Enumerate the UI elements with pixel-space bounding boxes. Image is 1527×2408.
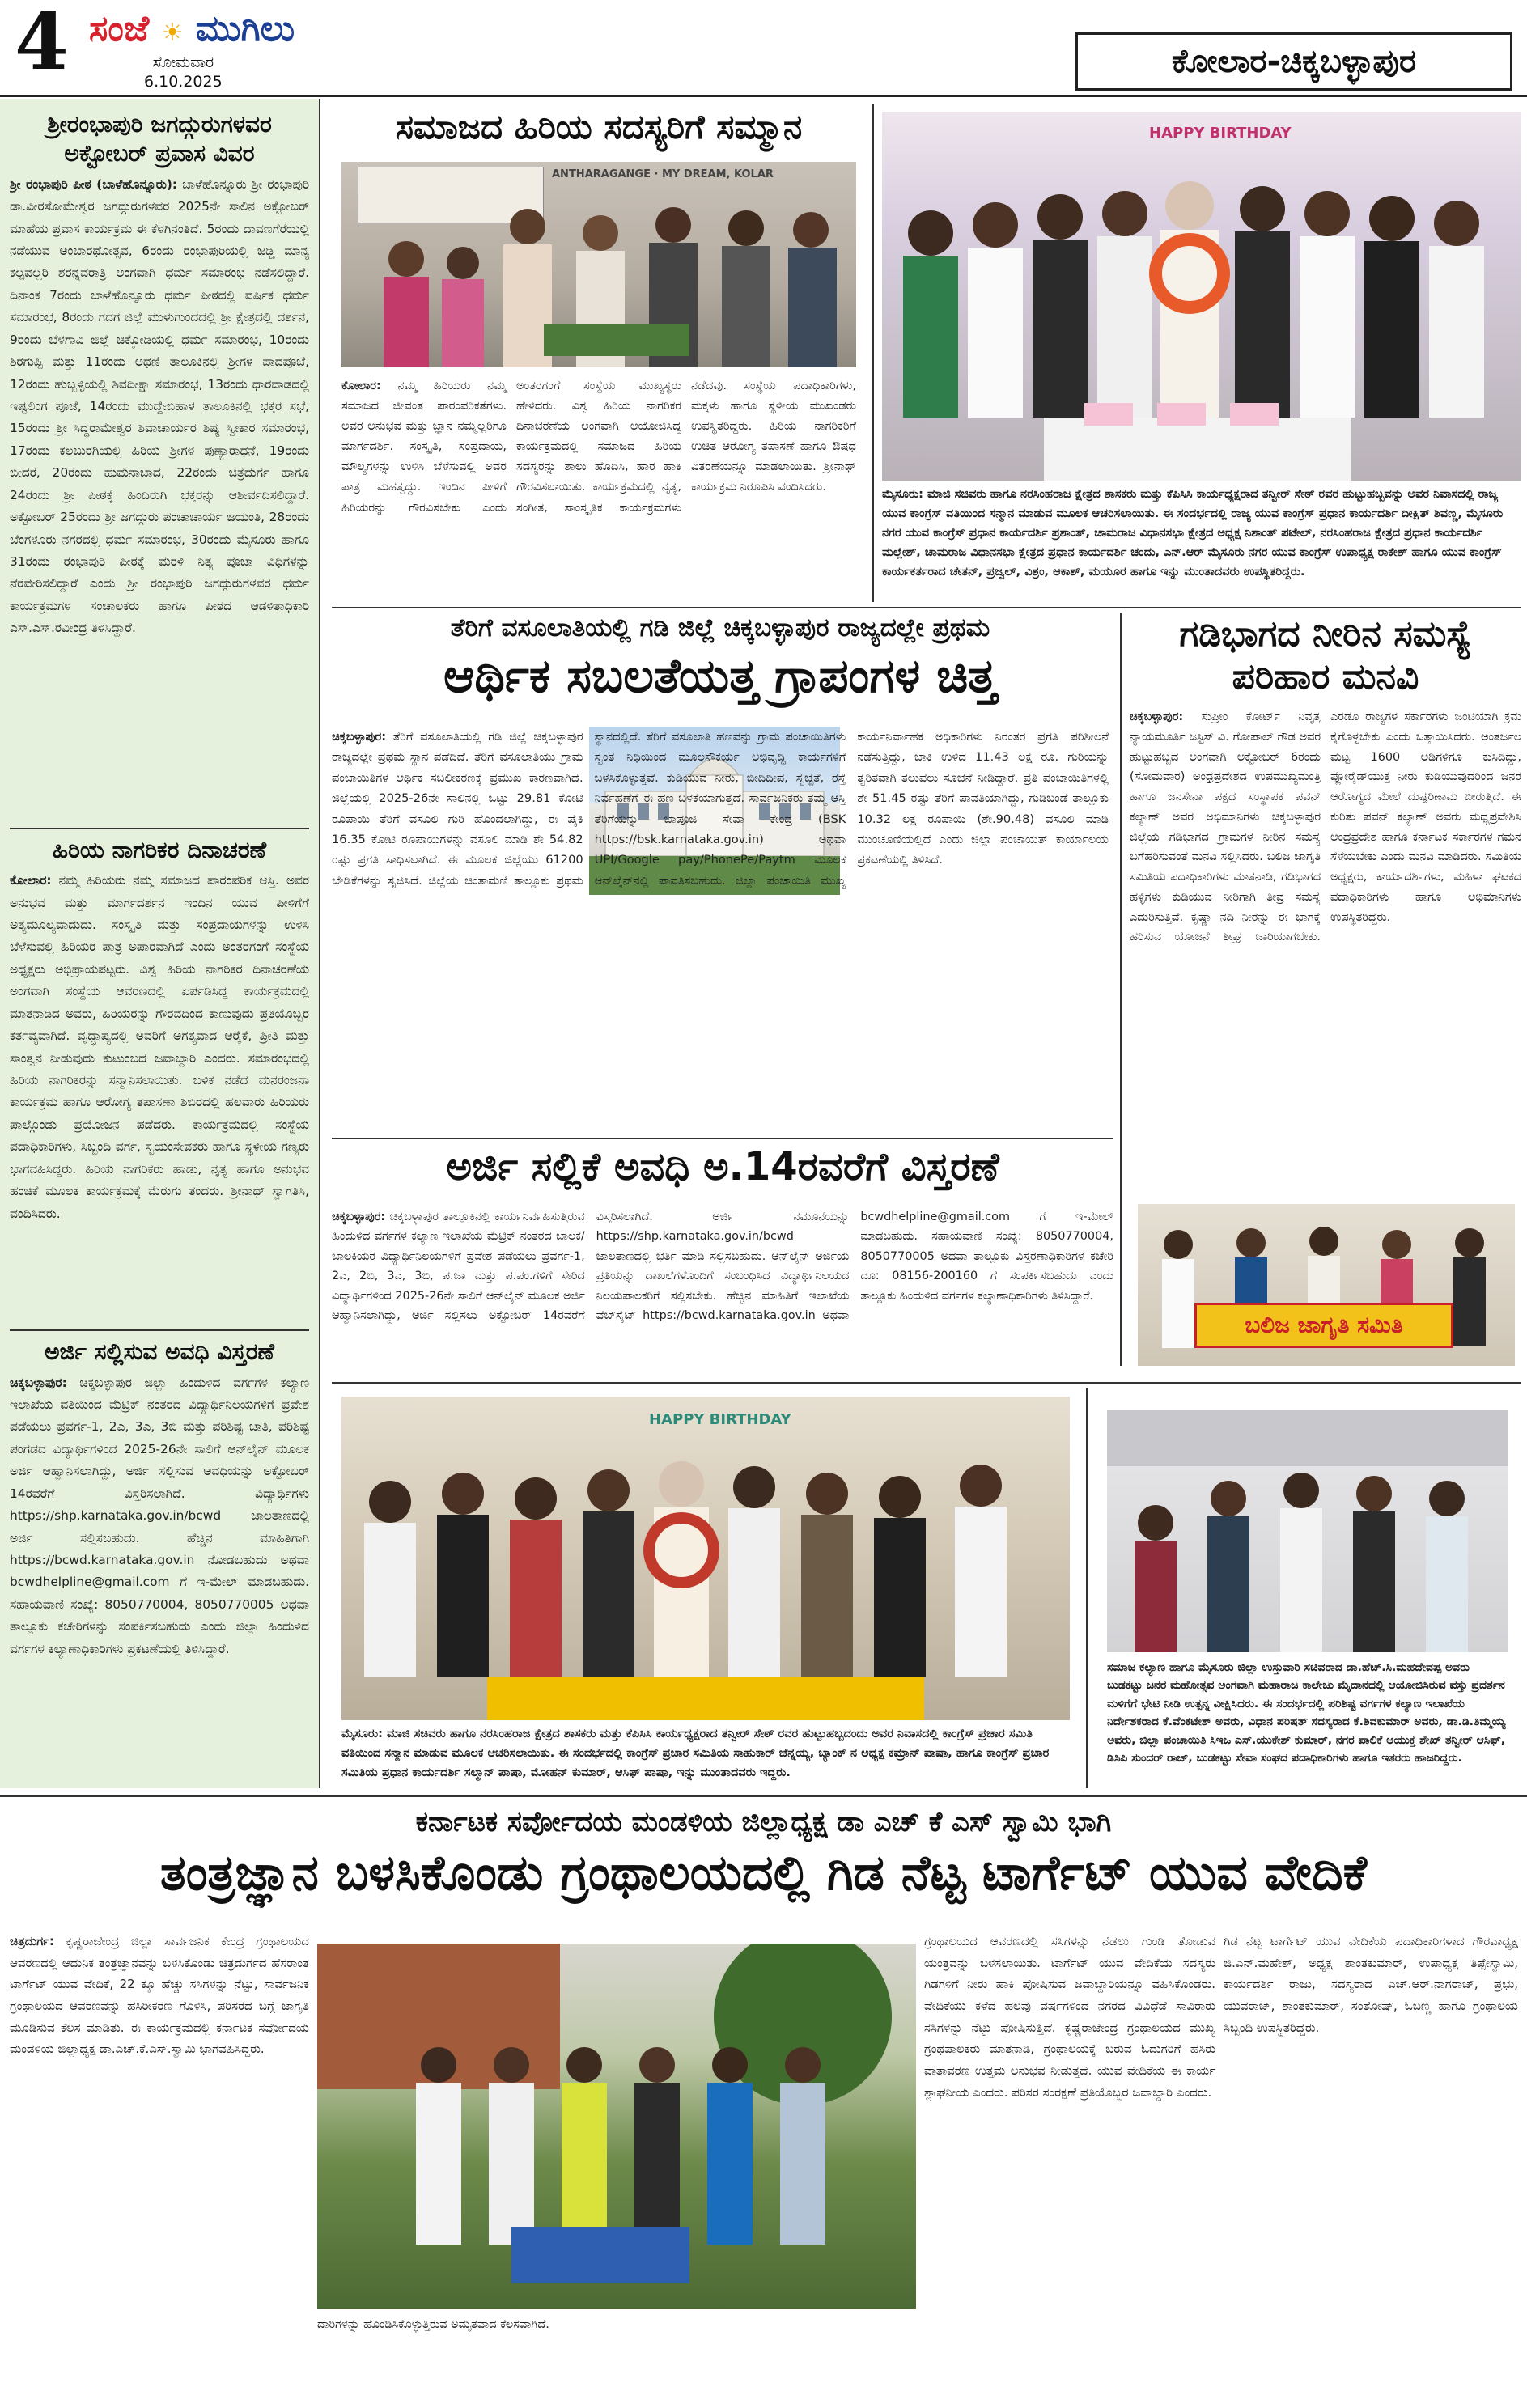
kicker: ತೆರಿಗೆ ವಸೂಲಾತಿಯಲ್ಲಿ ಗಡಿ ಜಿಲ್ಲೆ ಚಿಕ್ಕಬಳ್ಳಾಪುರ ರಾಜ್ಯದಲ್ಲೇ ಪ್ರಥಮ xyxy=(450,613,990,642)
photo-caption: ಮೈಸೂರು: ಮಾಜಿ ಸಚಿವರು ಹಾಗೂ ನರಸಿಂಹರಾಜ ಕ್ಷೇತ್ರದ ಶಾಸಕರು ಮತ್ತು ಕೆಪಿಸಿಸಿ ಕಾರ್ಯಧ್ಯಕ್ಷರಾದ ತನ್ವೀರ್ ಸೇಠ್ ರವರ ಹುಟ್ಟುಹಬ್ಬವನ್ನು ಅವರ ನಿವಾಸದಲ್ಲಿ ರಾಜ್ಯ ಯುವ ಕಾಂಗ್ರೆಸ್ ವತಿಯಿಂದ ಸನ್ಮಾನ ಮಾಡುವ ಮೂಲಕ ಆಚರಿಸಲಾಯಿತು. ಈ ಸಂದರ್ಭದಲ್ಲಿ ರಾಜ್ಯ ಯುವ ಕಾಂಗ್ರೆಸ್ ಪ್ರಧಾನ ಕಾರ್ಯದರ್ಶಿ ದೀಕ್ಷಿತ್ ಶಿವಣ್ಣ, ಮೈಸೂರು ನಗರ ಯುವ ಕಾಂಗ್ರೆಸ್ ಪ್ರಧಾನ ಕಾರ್ಯದರ್ಶಿ ಪ್ರಶಾಂತ್, ಚಾಮರಾಜ ವಿಧಾನಸಭಾ ಕ್ಷೇತ್ರದ ಅಧ್ಯಕ್ಷ ನಿಶಾಂತ್ ಪಟೇಲ್, ನರಸಿಂಹರಾಜ ಕ್ಷೇತ್ರದ ಪ್ರಧಾನ ಕಾರ್ಯದರ್ಶಿ ಮಲ್ಲೇಶ್, ಚಾಮರಾಜ ವಿಧಾನಸಭಾ ಕ್ಷೇತ್ರದ ಪ್ರಧಾನ ಕಾರ್ಯದರ್ಶಿ ಚಂದು, ಎನ್.ಆರ್ ಮೈಸೂರು ನಗರ ಯುವ ಕಾಂಗ್ರೆಸ್ ಉಪಾಧ್ಯಕ್ಷ ರಾಕೇಶ್ ಹಾಗೂ ಯುವ ಕಾಂಗ್ರೆಸ್ ಕಾರ್ಯಕರ್ತರಾದ ಚೇತನ್, ಪ್ರಜ್ವಲ್, ವಿಶ್ರಂ, ಆಕಾಶ್, ಮಯೂರ ಹಾಗೂ ಇನ್ನು ಮುಂತಾದವರು ಉಪಸ್ಥಿತರಿದ್ದರು. xyxy=(882,488,1504,579)
story-text: ಕೃಷ್ಣರಾಜೇಂದ್ರ ಗ್ರಂಥಾಲಯದ ಮುಖ್ಯ ಗ್ರಂಥಪಾಲಕರು ಮಾತನಾಡಿ, ಗ್ರಂಥಾಲಯಕ್ಕೆ ಬರುವ ಓದುಗರಿಗೆ ಹಸಿರು ವಾತಾವರಣ ಉತ್ತಮ ಅನುಭವ ನೀಡುತ್ತದೆ. ಯುವ ವೇದಿಕೆಯ ಈ ಕಾರ್ಯ ಶ್ಲಾಘನೀಯ ಎಂದರು. ಪರಿಸರ ಸಂರಕ್ಷಣೆ ಪ್ರತಿಯೊಬ್ಬರ ಜವಾಬ್ದಾರಿ ಎಂದರು. xyxy=(924,2020,1215,2100)
story-body xyxy=(1224,1931,1518,2408)
paper-logo xyxy=(89,8,295,49)
birthday-bottom-story xyxy=(332,1388,1080,1788)
section-rule xyxy=(332,1138,1113,1139)
dateline: ಕೋಲಾರ: xyxy=(341,379,381,392)
divider xyxy=(10,1329,309,1331)
dateline: ಕೋಲಾರ: xyxy=(10,873,52,888)
story-text: ನಮ್ಮ ಹಿರಿಯರು ನಮ್ಮ ಸಮಾಜದ ಜೀವಂತ ಪಾರಂಪರಿಕತೆಗಳು. ಅವರ ಅನುಭವ ಮತ್ತು ಜ್ಞಾನ ನಮ್ಮೆಲ್ಲರಿಗೂ ಮಾರ್ಗದರ್ಶಿ. ಸಂಸ್ಕೃತಿ, ಸಂಪ್ರದಾಯ, ಮೌಲ್ಯಗಳನ್ನು ಉಳಿಸಿ ಬೆಳೆಸುವಲ್ಲಿ ಅವರ ಪಾತ್ರ ಮಹತ್ವದ್ದು. ಇಂದಿನ ಪೀಳಿಗೆ ಹಿರಿಯರನ್ನು ಗೌರವಿಸಬೇಕು ಎಂದು ಅಂತರಗಂಗೆ ಸಂಸ್ಥೆಯ ಮುಖ್ಯಸ್ಥರು ಹೇಳಿದರು. ವಿಶ್ವ ಹಿರಿಯ ನಾಗರಿಕರ ದಿನಾಚರಣೆಯ ಅಂಗವಾಗಿ ಆಯೋಜಿಸಿದ್ದ ಕಾರ್ಯಕ್ರಮದಲ್ಲಿ ಸಮಾಜದ ಹಿರಿಯ ಸದಸ್ಯರನ್ನು ಶಾಲು ಹೊದಿಸಿ, ಹಾರ ಹಾಕಿ ಗೌರವಿಸಲಾಯಿತು. ಕಾರ್ಯಕ್ರಮದಲ್ಲಿ ನೃತ್ಯ, ಸಂಗೀತ, ಸಾಂಸ್ಕೃತಿಕ ಕಾರ್ಯಕ್ರಮಗಳು ನಡೆದವು. ಸಂಸ್ಥೆಯ ಪದಾಧಿಕಾರಿಗಳು, ಮಕ್ಕಳು ಹಾಗೂ ಸ್ಥಳೀಯ ಮುಖಂಡರು ಉಪಸ್ಥಿತರಿದ್ದರು. ಹಿರಿಯ ನಾಗರಿಕರಿಗೆ ಉಚಿತ ಆರೋಗ್ಯ ತಪಾಸಣೆ ಹಾಗೂ ಔಷಧ ವಿತರಣೆಯನ್ನೂ ಮಾಡಲಾಯಿತು. ಶ್ರೀನಾಥ್ ಕಾರ್ಯಕ್ರಮ ನಿರೂಪಿಸಿ ವಂದಿಸಿದರು. xyxy=(341,379,856,515)
paper-name-part1: ಸಂಜೆ xyxy=(89,8,150,49)
section-rule xyxy=(332,1382,1521,1384)
sun-icon: ☀ xyxy=(161,19,184,47)
section-title: ಕೋಲಾರ-ಚಿಕ್ಕಬಳ್ಳಾಪುರ xyxy=(1075,32,1512,91)
story-title: ಹಿರಿಯ ನಾಗರಿಕರ ದಿನಾಚರಣೆ xyxy=(52,836,267,863)
birthday-photo-people xyxy=(882,112,1521,481)
story-body xyxy=(10,870,309,1323)
birthday-top-story xyxy=(882,104,1521,602)
story-text: ನಮ್ಮ ಹಿರಿಯರು ನಮ್ಮ ಸಮಾಜದ ಪಾರಂಪರಿಕ ಆಸ್ತಿ. ಅವರ ಅನುಭವ ಮತ್ತು ಮಾರ್ಗದರ್ಶನ ಇಂದಿನ ಯುವ ಪೀಳಿಗೆಗೆ ಅತ್ಯಮೂಲ್ಯವಾದುದು. ಸಂಸ್ಕೃತಿ ಮತ್ತು ಸಂಪ್ರದಾಯಗಳನ್ನು ಉಳಿಸಿ ಬೆಳೆಸುವಲ್ಲಿ ಹಿರಿಯರ ಪಾತ್ರ ಅಪಾರವಾಗಿದೆ ಎಂದು ಅಂತರಗಂಗೆ ಸಂಸ್ಥೆಯ ಅಧ್ಯಕ್ಷರು ಅಭಿಪ್ರಾಯಪಟ್ಟರು. ವಿಶ್ವ ಹಿರಿಯ ನಾಗರಿಕರ ದಿನಾಚರಣೆಯ ಅಂಗವಾಗಿ ಸಂಸ್ಥೆಯ ಆವರಣದಲ್ಲಿ ಏರ್ಪಡಿಸಿದ್ದ ಕಾರ್ಯಕ್ರಮದಲ್ಲಿ ಮಾತನಾಡಿದ ಅವರು, ಹಿರಿಯರನ್ನು ಗೌರವದಿಂದ ಕಾಣುವುದು ಪ್ರತಿಯೊಬ್ಬರ ಕರ್ತವ್ಯವಾಗಿದೆ. ವೃದ್ಧಾಪ್ಯದಲ್ಲಿ ಅವರಿಗೆ ಅಗತ್ಯವಾದ ಆರೈಕೆ, ಪ್ರೀತಿ ಮತ್ತು ಸಾಂತ್ವನ ನೀಡುವುದು ಕುಟುಂಬದ ಜವಾಬ್ದಾರಿ ಎಂದರು. ಸಮಾರಂಭದಲ್ಲಿ ಹಿರಿಯ ನಾಗರಿಕರನ್ನು ಸನ್ಮಾನಿಸಲಾಯಿತು. ಬಳಿಕ ನಡೆದ ಮನರಂಜನಾ ಕಾರ್ಯಕ್ರಮ ಹಾಗೂ ಆರೋಗ್ಯ ತಪಾಸಣಾ ಶಿಬಿರದಲ್ಲಿ ಹಲವಾರು ಹಿರಿಯರು ಪಾಲ್ಗೊಂಡು ಪ್ರಯೋಜನ ಪಡೆದರು. ಕಾರ್ಯಕ್ರಮದಲ್ಲಿ ಸಂಸ್ಥೆಯ ಪದಾಧಿಕಾರಿಗಳು, ಸಿಬ್ಬಂದಿ ವರ್ಗ, ಸ್ವಯಂಸೇವಕರು ಹಾಗೂ ಸ್ಥಳೀಯ ಗಣ್ಯರು ಭಾಗವಹಿಸಿದ್ದರು. ಹಿರಿಯ ನಾಗರಿಕರು ಹಾಡು, ನೃತ್ಯ ಹಾಗೂ ಅನುಭವ ಹಂಚಿಕೆ ಮೂಲಕ ಕಾರ್ಯಕ್ರಮಕ್ಕೆ ಮೆರುಗು ತಂದರು. ಶ್ರೀನಾಥ್ ಸ್ವಾಗತಿಸಿ, ವಂದಿಸಿದರು. xyxy=(10,873,309,1221)
headline: ಆರ್ಥಿಕ ಸಬಲತೆಯತ್ತ ಗ್ರಾಪಂಗಳ ಚಿತ್ತ xyxy=(443,648,997,704)
story-text: ಸುಪ್ರೀಂ ಕೋರ್ಟ್ ನಿವೃತ್ತ ನ್ಯಾಯಮೂರ್ತಿ ಜಸ್ಟಿಸ್ ವಿ. ಗೋಪಾಲ್ ಗೌಡ ಅವರ ಹುಟ್ಟುಹಬ್ಬದ ಅಂಗವಾಗಿ ಅಕ್ಟೋಬರ್ 6ರಂದು (ಸೋಮವಾರ) ಅಂಧ್ರಪ್ರದೇಶದ ಉಪಮುಖ್ಯಮಂತ್ರಿ ಹಾಗೂ ಜನಸೇನಾ ಪಕ್ಷದ ಸಂಸ್ಥಾಪಕ ಪವನ್ ಕಲ್ಯಾಣ್ ಅವರ ಅಭಿಮಾನಿಗಳು ಚಿಕ್ಕಬಳ್ಳಾಪುರ ಜಿಲ್ಲೆಯ ಗಡಿಭಾಗದ ಗ್ರಾಮಗಳ ನೀರಿನ ಸಮಸ್ಯೆ ಬಗೆಹರಿಸುವಂತೆ ಮನವಿ ಸಲ್ಲಿಸಿದರು. ಬಲಿಜ ಜಾಗೃತಿ ಸಮಿತಿಯ ಪದಾಧಿಕಾರಿಗಳು ಮಾತನಾಡಿ, ಗಡಿಭಾಗದ ಹಳ್ಳಿಗಳು ಕುಡಿಯುವ ನೀರಿಗಾಗಿ ತೀವ್ರ ಸಮಸ್ಯೆ ಎದುರಿಸುತ್ತಿವೆ. ಕೃಷ್ಣಾ ನದಿ ನೀರನ್ನು ಈ ಭಾಗಕ್ಕೆ ಹರಿಸುವ ಯೋಜನೆ ಶೀಘ್ರ ಜಾರಿಯಾಗಬೇಕು. ಎರಡೂ ರಾಜ್ಯಗಳ ಸರ್ಕಾರಗಳು ಜಂಟಿಯಾಗಿ ಕ್ರಮ ಕೈಗೊಳ್ಳಬೇಕು ಎಂದು ಒತ್ತಾಯಿಸಿದರು. ಅಂತರ್ಜಲ ಮಟ್ಟ 1600 ಅಡಿಗಳಿಗೂ ಕುಸಿದಿದ್ದು, ಫ್ಲೋರೈಡ್‌ಯುಕ್ತ ನೀರು ಕುಡಿಯುವುದರಿಂದ ಜನರ ಆರೋಗ್ಯದ ಮೇಲೆ ದುಷ್ಪರಿಣಾಮ ಬೀರುತ್ತಿದೆ. ಈ ಕುರಿತು ಪವನ್ ಕಲ್ಯಾಣ್ ಅವರು ಮಧ್ಯಪ್ರವೇಶಿಸಿ ಆಂಧ್ರಪ್ರದೇಶ ಹಾಗೂ ಕರ್ನಾಟಕ ಸರ್ಕಾರಗಳ ಗಮನ ಸೆಳೆಯಬೇಕು ಎಂದು ಮನವಿ ಮಾಡಿದರು. ಸಮಿತಿಯ ಅಧ್ಯಕ್ಷರು, ಕಾರ್ಯದರ್ಶಿಗಳು, ಮಹಿಳಾ ಘಟಕದ ಪದಾಧಿಕಾರಿಗಳು ಹಾಗೂ ಅಭಿಮಾನಿಗಳು ಉಪಸ್ಥಿತರಿದ್ದರು. xyxy=(1130,710,1521,944)
headline: ಸಮಾಜದ ಹಿರಿಯ ಸದಸ್ಯರಿಗೆ ಸಮ್ಮಾನ xyxy=(395,107,803,146)
weekday: ಸೋಮವಾರ xyxy=(152,53,214,71)
headline: ಗಡಿಭಾಗದ ನೀರಿನ ಸಮಸ್ಯೆ ಪರಿಹಾರ ಮನವಿ xyxy=(1179,613,1472,697)
divider xyxy=(10,828,309,829)
story-text: ಕೃಷ್ಣರಾಜೇಂದ್ರ ಜಿಲ್ಲಾ ಸಾರ್ವಜನಿಕ ಕೇಂದ್ರ ಗ್ರಂಥಾಲಯದ ಆವರಣದಲ್ಲಿ ಆಧುನಿಕ ತಂತ್ರಜ್ಞಾನವನ್ನು ಬಳಸಿಕೊಂಡು ಚಿತ್ರದುರ್ಗದ ಹೆಸರಾಂತ ಟಾರ್ಗೆಟ್ ಯುವ ವೇದಿಕೆ, 22 ಕ್ಕೂ ಹೆಚ್ಚು ಸಸಿಗಳನ್ನು ನೆಟ್ಟು, ಸಾರ್ವಜನಿಕ ಗ್ರಂಥಾಲಯದ ಆವರಣವನ್ನು ಹಸಿರೀಕರಣ ಗೊಳಿಸಿ, ಪರಿಸರದ ಬಗ್ಗೆ ಜಾಗೃತಿ ಮೂಡಿಸುವ ಕೆಲಸ ಮಾಡಿತು. ಈ ಕಾರ್ಯಕ್ರಮದಲ್ಲಿ ಕರ್ನಾಟಕ ಸರ್ವೋದಯ ಮಂಡಳಿಯ ಜಿಲ್ಲಾಧ್ಯಕ್ಷ ಡಾ.ಎಚ್.ಕೆ.ಎಸ್.ಸ್ವಾಮಿ ಭಾಗವಹಿಸಿದ್ದರು. xyxy=(10,1934,309,2057)
left-column xyxy=(0,99,320,1788)
banner-text: ಬಲಿಜ ಜಾಗೃತಿ ಸಮಿತಿ xyxy=(1194,1303,1453,1348)
story-body xyxy=(10,1931,309,2408)
section-rule xyxy=(332,607,1521,608)
tax-story xyxy=(332,613,1109,1131)
story-text: ಗಿಡ ನೆಟ್ಟ ಟಾರ್ಗೆಟ್ ಯುವ ವೇದಿಕೆಯ ಪದಾಧಿಕಾರಿಗಳಾದ ಗೌರವಾಧ್ಯಕ್ಷ ಜಿ.ಎನ್.ಮಹೇಶ್, ಅಧ್ಯಕ್ಷ ಶಾಂತಕುಮಾರ್, ಉಪಾಧ್ಯಕ್ಷ ತಿಪ್ಪೇಸ್ವಾಮಿ, ಕಾರ್ಯದರ್ಶಿ ರಾಜು, ಸದಸ್ಯರಾದ ಎಚ್.ಆರ್.ನಾಗರಾಜ್, ಪ್ರಭು, ಯುವರಾಜ್, ಶಾಂತಕುಮಾರ್, ಸಂತೋಷ್, ಓಬಣ್ಣ ಹಾಗೂ ಗ್ರಂಥಾಲಯ ಸಿಬ್ಬಂದಿ ಉಪಸ್ಥಿತರಿದ್ದರು. xyxy=(1224,1934,1518,2035)
birthday-photo-people xyxy=(341,1397,1070,1720)
photo-caption: ಮೈಸೂರು: ಮಾಜಿ ಸಚಿವರು ಹಾಗೂ ನರಸಿಂಹರಾಜ ಕ್ಷೇತ್ರದ ಶಾಸಕರು ಮತ್ತು ಕೆಪಿಸಿಸಿ ಕಾರ್ಯಧ್ಯಕ್ಷರಾದ ತನ್ವೀರ್ ಸೇಠ್ ರವರ ಹುಟ್ಟುಹಬ್ಬದಂದು ಅವರ ನಿವಾಸದಲ್ಲಿ ಕಾಂಗ್ರೆಸ್ ಪ್ರಚಾರ ಸಮಿತಿ ವತಿಯಿಂದ ಸನ್ಮಾನ ಮಾಡುವ ಮೂಲಕ ಆಚರಿಸಲಾಯಿತು. ಈ ಸಂದರ್ಭದಲ್ಲಿ ಕಾಂಗ್ರೆಸ್ ಪ್ರಚಾರ ಸಮಿತಿಯ ಸಾಹುಕಾರ್ ಚೆನ್ನಯ್ಯ, ಬ್ಯಾಂಕ್ ನ ಅಧ್ಯಕ್ಷ ಕಮ್ರಾನ್ ಪಾಷಾ, ಹಾಗೂ ಕಾಂಗ್ರೆಸ್ ಪ್ರಚಾರ ಸಮಿತಿಯ ಪ್ರಧಾನ ಕಾರ್ಯದರ್ಶಿ ಸಲ್ಮಾನ್ ಪಾಷಾ, ಮೋಹನ್ ಕುಮಾರ್, ಆಸಿಫ್ ಪಾಷಾ, ಇನ್ನು ಮುಂತಾದವರು ಇದ್ದರು. xyxy=(341,1728,1050,1779)
story-body xyxy=(332,727,1109,1131)
water-photo xyxy=(1138,1204,1515,1366)
column-rule xyxy=(1120,613,1122,1366)
dateline: ಚಿಕ್ಕಬಳ್ಳಾಪುರ: xyxy=(332,1210,386,1223)
headline: ಅರ್ಜಿ ಸಲ್ಲಿಕೆ ಅವಧಿ ಅ.14ರವರೆಗೆ ವಿಸ್ತರಣೆ xyxy=(446,1144,999,1189)
masthead-date-block xyxy=(144,53,223,92)
story-text: ಬಾಳೆಹೊನ್ನೂರು ಶ್ರೀ ರಂಭಾಪುರಿ ಡಾ.ವೀರಸೋಮೇಶ್ವರ ಜಗದ್ಗುರುಗಳವರ 2025ನೇ ಸಾಲಿನ ಅಕ್ಟೋಬರ್ ಮಾಹೆಯ ಪ್ರವಾಸ ಕಾರ್ಯಕ್ರಮ ಈ ಕೆಳಗಿನಂತಿದೆ. 5ರಂದು ದಾವಣಗೆರೆಯಲ್ಲಿ ನಡೆಯುವ ಅಂಬಾರಥೋತ್ಸವ, 6ರಂದು ರಂಭಾಪುರಿಯಲ್ಲಿ ಜಡ್ಡಿ ಮಾನ್ಯ ಕಲ್ಪವಲ್ಲರಿ ಶರನ್ನವರಾತ್ರಿ ಅಂಗವಾಗಿ ಧರ್ಮ ಸಮಾರಂಭ ನಡೆಸಲಿದ್ದಾರೆ. ದಿನಾಂಕ 7ರಂದು ಬಾಳೆಹೊನ್ನೂರು ಧರ್ಮ ಪೀಠದಲ್ಲಿ ವರ್ಷಿಕ ಧರ್ಮ ಸಮಾರಂಭ, 8ರಂದು ಗದಗ ಜಿಲ್ಲೆ ಮುಳುಗುಂದದಲ್ಲಿ ಶ್ರೀ ಕ್ಷೇತ್ರದಲ್ಲಿ ದರ್ಶನ, 9ರಂದು ಬೆಳಗಾವಿ ಜಿಲ್ಲೆ ಚಿಕ್ಕೋಡಿಯಲ್ಲಿ ಧರ್ಮ ಸಮಾರಂಭ, 10ರಂದು ಶಿರಗುಪ್ಪಿ ಮತ್ತು 11ರಂದು ಅಥಣಿ ತಾಲೂಕಿನಲ್ಲಿ ಶ್ರೀಗಳ ಪಾದಪೂಜೆ, 12ರಂದು ಹುಬ್ಬಳ್ಳಿಯಲ್ಲಿ ಶಿವದೀಕ್ಷಾ ಸಮಾರಂಭ, 13ರಂದು ಧಾರವಾಡದಲ್ಲಿ ಇಷ್ಟಲಿಂಗ ಪೂಜೆ, 14ರಂದು ಮುದ್ದೇಬಿಹಾಳ ತಾಲೂಕಿನಲ್ಲಿ ಭಕ್ತರ ಸಭೆ, 15ರಂದು ಶ್ರೀ ಸಿದ್ಧರಾಮೇಶ್ವರ ಶಿವಾಚಾರ್ಯರ ಶಿಷ್ಯ ಸ್ವೀಕಾರ ಸಮಾರಂಭ, 17ರಂದು ಕಲಬುರಗಿಯಲ್ಲಿ ಹಿರಿಯ ಶ್ರೀಗಳ ಪುಣ್ಯಾರಾಧನೆ, 19ರಂದು ಬೀದರ, 20ರಂದು ಹುಮನಾಬಾದ, 22ರಂದು ಚಿತ್ರದುರ್ಗ ಹಾಗೂ 24ರಂದು ಶ್ರೀ ಪೀಠಕ್ಕೆ ಹಿಂದಿರುಗಿ ಭಕ್ತರನ್ನು ಆಶೀರ್ವದಿಸಲಿದ್ದಾರೆ. ಅಕ್ಟೋಬರ್ 25ರಂದು ಶ್ರೀ ಜಗದ್ಗುರು ಪಂಚಾಚಾರ್ಯ ಜಯಂತಿ, 28ರಂದು ಬೆಂಗಳೂರು ನಗರದಲ್ಲಿ ಧರ್ಮ ಸಮಾರಂಭ, 30ರಂದು ಮೈಸೂರು ಹಾಗೂ 31ರಂದು ರಂಭಾಪುರಿ ಪೀಠಕ್ಕೆ ಮರಳಿ ನಿತ್ಯ ಪೂಜಾ ವಿಧಿಗಳನ್ನು ನೆರವೇರಿಸಲಿದ್ದಾರೆ ಎಂದು ಶ್ರೀ ರಂಭಾಪುರಿ ಜಗದ್ಗುರುಗಳವರ ಧರ್ಮ ಕಾರ್ಯಕ್ರಮಗಳ ಸಂಚಾಲಕರು ಹಾಗೂ ಪೀಠದ ಆಡಳಿತಾಧಿಕಾರಿ ಎಸ್.ಎಸ್.ರವೀಂದ್ರ ತಿಳಿಸಿದ್ದಾರೆ. xyxy=(10,176,309,636)
issue-date: 6.10.2025 xyxy=(144,72,223,91)
photo-banner-text: ANTHARAGANGE · MY DREAM, KOLAR xyxy=(552,168,774,180)
page-number: 4 xyxy=(15,0,69,87)
story-text: ಚಿಕ್ಕಬಳ್ಳಾಪುರ ಜಿಲ್ಲಾ ಹಿಂದುಳಿದ ವರ್ಗಗಳ ಕಲ್ಯಾಣ ಇಲಾಖೆಯ ವತಿಯಿಂದ ಮೆಟ್ರಿಕ್ ನಂತರದ ವಿದ್ಯಾರ್ಥಿನಿಲಯಗಳಿಗೆ ಪ್ರವೇಶ ಪಡೆಯಲು ಪ್ರವರ್ಗ-1, 2ಎ, 3ಎ, 3ಬಿ ಮತ್ತು ಪರಿಶಿಷ್ಟ ಜಾತಿ, ಪರಿಶಿಷ್ಟ ಪಂಗಡದ ವಿದ್ಯಾರ್ಥಿಗಳಿಂದ 2025-26ನೇ ಸಾಲಿಗೆ ಆನ್‌ಲೈನ್ ಮೂಲಕ ಅರ್ಜಿ ಆಹ್ವಾನಿಸಲಾಗಿದ್ದು, ಅರ್ಜಿ ಸಲ್ಲಿಸುವ ಅವಧಿಯನ್ನು ಅಕ್ಟೋಬರ್ 14ರವರೆಗೆ ವಿಸ್ತರಿಸಲಾಗಿದೆ. ವಿದ್ಯಾರ್ಥಿಗಳು https://shp.karnataka.gov.in/bcwd ಜಾಲತಾಣದಲ್ಲಿ ಅರ್ಜಿ ಸಲ್ಲಿಸಬಹುದು. ಹೆಚ್ಚಿನ ಮಾಹಿತಿಗಾಗಿ https://bcwd.karnataka.gov.in ನೋಡಬಹುದು ಅಥವಾ bcwdhelpline@gmail.com ಗೆ ಇ-ಮೇಲ್ ಮಾಡಬಹುದು. ಸಹಾಯವಾಣಿ ಸಂಖ್ಯೆ: 8050770004, 8050770005 ಅಥವಾ ತಾಲ್ಲೂಕು ಕಚೇರಿಗಳನ್ನು ಸಂಪರ್ಕಿಸಬಹುದು ಎಂದು ಜಿಲ್ಲಾ ಹಿಂದುಳಿದ ವರ್ಗಗಳ ಕಲ್ಯಾಣಾಧಿಕಾರಿಗಳು ಪ್ರಕಟಣೆಯಲ್ಲಿ ತಿಳಿಸಿದ್ದಾರೆ. xyxy=(10,1375,309,1656)
column-rule xyxy=(872,104,874,602)
dateline: ಚಿಕ್ಕಬಳ್ಳಾಪುರ: xyxy=(1130,710,1184,723)
story-text: ತೆರಿಗೆ ವಸೂಲಾತಿಯಲ್ಲಿ ಗಡಿ ಜಿಲ್ಲೆ ಚಿಕ್ಕಬಳ್ಳಾಪುರ ರಾಜ್ಯದಲ್ಲೇ ಪ್ರಥಮ ಸ್ಥಾನ ಪಡೆದಿದೆ. ತೆರಿಗೆ ವಸೂಲಾತಿಯು ಗ್ರಾಮ ಪಂಚಾಯಿತಿಗಳ ಆರ್ಥಿಕ ಸಬಲೀಕರಣಕ್ಕೆ ಪ್ರಮುಖ ಕಾರಣವಾಗಿದೆ. ಜಿಲ್ಲೆಯಲ್ಲಿ 2025-26ನೇ ಸಾಲಿನಲ್ಲಿ ಒಟ್ಟು 29.81 ಕೋಟಿ ರೂಪಾಯಿ ತೆರಿಗೆ ವಸೂಲಿ ಗುರಿ ಹೊಂದಲಾಗಿದ್ದು, ಈ ಪೈಕಿ 16.35 ಕೋಟಿ ರೂಪಾಯಿಗಳನ್ನು ವಸೂಲಿ ಮಾಡಿ ಶೇ 54.82 ರಷ್ಟು ಪ್ರಗತಿ ಸಾಧಿಸಲಾಗಿದೆ. ಈ ಮೂಲಕ ಜಿಲ್ಲೆಯು 61200 ಬೇಡಿಕೆಗಳನ್ನು ಸೃಜಿಸಿದೆ. ಜಿಲ್ಲೆಯ ಚಿಂತಾಮಣಿ ತಾಲ್ಲೂಕು ಪ್ರಥಮ ಸ್ಥಾನದಲ್ಲಿದೆ. ತೆರಿಗೆ ವಸೂಲಾತಿ ಹಣವನ್ನು ಗ್ರಾಮ ಪಂಚಾಯಿತಿಗಳು ಸ್ವಂತ ನಿಧಿಯಿಂದ ಮೂಲಸೌಕರ್ಯ ಅಭಿವೃದ್ಧಿ ಕಾರ್ಯಗಳಿಗೆ ಬಳಸಿಕೊಳ್ಳುತ್ತವೆ. ಕುಡಿಯುವ ನೀರು, ಬೀದಿದೀಪ, ಸ್ವಚ್ಛತೆ, ರಸ್ತೆ ನಿರ್ವಹಣೆಗೆ ಈ ಹಣ ಬಳಕೆಯಾಗುತ್ತದೆ. ಸಾರ್ವಜನಿಕರು ತಮ್ಮ ಆಸ್ತಿ ತೆರಿಗೆಯನ್ನು ಬಾಪೂಜಿ ಸೇವಾ ಕೇಂದ್ರ (BSK https://bsk.karnataka.gov.in) ಅಥವಾ UPI/Google pay/PhonePe/Paytm ಮೂಲಕ ಆನ್‌ಲೈನ್‌ನಲ್ಲಿ ಪಾವತಿಸಬಹುದು. ಜಿಲ್ಲಾ ಪಂಚಾಯಿತಿ ಮುಖ್ಯ ಕಾರ್ಯನಿರ್ವಾಹಕ ಅಧಿಕಾರಿಗಳು ನಿರಂತರ ಪ್ರಗತಿ ಪರಿಶೀಲನೆ ನಡೆಸುತ್ತಿದ್ದು, ಬಾಕಿ ಉಳಿದ 11.43 ಲಕ್ಷ ರೂ. ಗುರಿಯನ್ನು ತ್ವರಿತವಾಗಿ ತಲುಪಲು ಸೂಚನೆ ನೀಡಿದ್ದಾರೆ. ಪ್ರತಿ ಪಂಚಾಯಿತಿಗಳಲ್ಲಿ ಶೇ 51.45 ರಷ್ಟು ತೆರಿಗೆ ಪಾವತಿಯಾಗಿದ್ದು, ಗುಡಿಬಂಡೆ ತಾಲ್ಲೂಕು 10.32 ಲಕ್ಷ ರೂಪಾಯಿ (ಶೇ.90.48) ವಸೂಲಿ ಮಾಡಿ ಮುಂಚೂಣಿಯಲ್ಲಿದೆ ಎಂದು ಜಿಲ್ಲಾ ಪಂಚಾಯತ್ ಕಾರ್ಯಾಲಯ ಪ್ರಕಟಣೆಯಲ್ಲಿ ತಿಳಿಸಿದೆ. xyxy=(332,730,1109,888)
kicker: ಕರ್ನಾಟಕ ಸರ್ವೋದಯ ಮಂಡಳಿಯ ಜಿಲ್ಲಾಧ್ಯಕ್ಷ ಡಾ ಎಚ್ ಕೆ ಎಸ್ ಸ್ವಾಮಿ ಭಾಗಿ xyxy=(415,1806,1112,1838)
exhibition-photo-people xyxy=(1107,1410,1508,1652)
library-photo xyxy=(317,1944,916,2309)
story-body xyxy=(10,1372,309,1788)
story-text: ಗ್ರಂಥಾಲಯದ ಆವರಣದಲ್ಲಿ ಸಸಿಗಳನ್ನು ನೆಡಲು ಗುಂಡಿ ತೋಡುವ ಯಂತ್ರವನ್ನು ಬಳಸಲಾಯಿತು. ಟಾರ್ಗೆಟ್ ಯುವ ವೇದಿಕೆಯ ಸದಸ್ಯರು ಗಿಡಗಳಿಗೆ ನೀರು ಹಾಕಿ ಪೋಷಿಸುವ ಜವಾಬ್ದಾರಿಯನ್ನೂ ವಹಿಸಿಕೊಂಡರು. ವೇದಿಕೆಯು ಕಳೆದ ಹಲವು ವರ್ಷಗಳಿಂದ ನಗರದ ವಿವಿಧೆಡೆ ಸಾವಿರಾರು ಸಸಿಗಳನ್ನು ನೆಟ್ಟು ಪೋಷಿಸುತ್ತಿದೆ. xyxy=(924,1934,1215,2035)
dateline: ಶ್ರೀ ರಂಭಾಪುರಿ ಪೀಠ (ಬಾಳೆಹೊನ್ನೂರು): xyxy=(10,176,178,192)
dateline: ಚಿಕ್ಕಬಳ್ಳಾಪುರ: xyxy=(332,730,387,744)
story-title: ಶ್ರೀರಂಭಾಪುರಿ ಜಗದ್ಗುರುಗಳವರ ಅಕ್ಟೋಬರ್ ಪ್ರವಾಸ ವಿವರ xyxy=(47,111,272,167)
story-title: ಅರ್ಜಿ ಸಲ್ಲಿಸುವ ಅವಧಿ ವಿಸ್ತರಣೆ xyxy=(45,1338,274,1366)
photo-caption: ಸಮಾಜ ಕಲ್ಯಾಣ ಹಾಗೂ ಮೈಸೂರು ಜಿಲ್ಲಾ ಉಸ್ತುವಾರಿ ಸಚಿವರಾದ ಡಾ.ಹೆಚ್.ಸಿ.ಮಹದೇವಪ್ಪ ಅವರು ಬುಡಕಟ್ಟು ಜನರ ಮಹೋತ್ಸವ ಅಂಗವಾಗಿ ಮಹಾರಾಜ ಕಾಲೇಜು ಮೈದಾನದಲ್ಲಿ ಆಯೋಜಿಸಿರುವ ವಸ್ತು ಪ್ರದರ್ಶನ ಮಳಿಗೆಗೆ ಭೇಟಿ ನೀಡಿ ಉತ್ಪನ್ನ ವೀಕ್ಷಿಸಿದರು. ಈ ಸಂದರ್ಭದಲ್ಲಿ ಪರಿಶಿಷ್ಟ ವರ್ಗಗಳ ಕಲ್ಯಾಣ ಇಲಾಖೆಯ ನಿರ್ದೇಶಕರಾದ ಕೆ.ವೆಂಕಟೇಶ್ ಅವರು, ವಿಧಾನ ಪರಿಷತ್ ಸದಸ್ಯರಾದ ಕೆ.ಶಿವಕುಮಾರ್ ಅವರು, ಡಾ.ಡಿ.ತಿಮ್ಮಯ್ಯ ಅವರು, ಜಿಲ್ಲಾ ಪಂಚಾಯಿತಿ ಸಿಇಒ ಎಸ್.ಯುಕೇಶ್ ಕುಮಾರ್, ನಗರ ಪಾಲಿಕೆ ಆಯುಕ್ತ ಶೇಖ್ ತನ್ವೀರ್ ಆಸಿಫ್, ಡಿಸಿಪಿ ಸುಂದರ್ ರಾಜ್, ಬುಡಕಟ್ಟು ಸೇವಾ ಸಂಘದ ಪದಾಧಿಕಾರಿಗಳು ಹಾಗೂ ಇತರರು ಹಾಜರಿದ್ದರು. xyxy=(1107,1661,1506,1765)
story-body xyxy=(924,1931,1215,2408)
honour-photo xyxy=(341,162,856,367)
dateline: ಚಿತ್ರದುರ್ಗ: xyxy=(10,1934,55,1948)
birthday-photo xyxy=(882,112,1521,481)
honour-photo-people xyxy=(341,162,856,367)
library-story xyxy=(0,1801,1527,2408)
dateline: ಚಿಕ್ಕಬಳ್ಳಾಪುರ: xyxy=(10,1375,67,1390)
social-welfare-story xyxy=(1094,1388,1521,1788)
masthead xyxy=(0,0,1527,97)
section-rule xyxy=(0,1795,1527,1797)
birthday-banner: HAPPY BIRTHDAY xyxy=(1149,125,1292,142)
story-text: ಚಿಕ್ಕಬಳ್ಳಾಪುರ ತಾಲ್ಲೂಕಿನಲ್ಲಿ ಕಾರ್ಯನಿರ್ವಹಿಸುತ್ತಿರುವ ಹಿಂದುಳಿದ ವರ್ಗಗಳ ಕಲ್ಯಾಣ ಇಲಾಖೆಯ ಮೆಟ್ರಿಕ್ ನಂತರದ ಬಾಲಕ/ಬಾಲಕಿಯರ ವಿದ್ಯಾರ್ಥಿನಿಲಯಗಳಿಗೆ ಪ್ರವೇಶ ಪಡೆಯಲು ಪ್ರವರ್ಗ-1, 2ಎ, 2ಬಿ, 3ಎ, 3ಬಿ, ಪ.ಜಾ ಮತ್ತು ಪ.ಪಂ.ಗಳಿಗೆ ಸೇರಿದ ವಿದ್ಯಾರ್ಥಿಗಳಿಂದ 2025-26ನೇ ಸಾಲಿಗೆ ಆನ್‌ಲೈನ್ ಮೂಲಕ ಅರ್ಜಿ ಆಹ್ವಾನಿಸಲಾಗಿದ್ದು, ಅರ್ಜಿ ಸಲ್ಲಿಸಲು ಅಕ್ಟೋಬರ್ 14ರವರೆಗೆ ವಿಸ್ತರಿಸಲಾಗಿದೆ. ಅರ್ಜಿ ನಮೂನೆಯನ್ನು https://shp.karnataka.gov.in/bcwd ಜಾಲತಾಣದಲ್ಲಿ ಭರ್ತಿ ಮಾಡಿ ಸಲ್ಲಿಸಬಹುದು. ಆನ್‌ಲೈನ್ ಅರ್ಜಿಯ ಪ್ರತಿಯನ್ನು ದಾಖಲೆಗಳೊಂದಿಗೆ ಸಂಬಂಧಿಸಿದ ವಿದ್ಯಾರ್ಥಿನಿಲಯದ ನಿಲಯಪಾಲಕರಿಗೆ ಸಲ್ಲಿಸಬೇಕು. ಹೆಚ್ಚಿನ ಮಾಹಿತಿಗೆ ಇಲಾಖೆಯ ವೆಬ್‌ಸೈಟ್ https://bcwd.karnataka.gov.in ಅಥವಾ bcwdhelpline@gmail.com ಗೆ ಇ-ಮೇಲ್ ಮಾಡಬಹುದು. ಸಹಾಯವಾಣಿ ಸಂಖ್ಯೆ: 8050770004, 8050770005 ಅಥವಾ ತಾಲ್ಲೂಕು ವಿಸ್ತರಣಾಧಿಕಾರಿಗಳ ಕಚೇರಿ ದೂ: 08156-200160 ಗೆ ಸಂಪರ್ಕಿಸಬಹುದು ಎಂದು ತಾಲ್ಲೂಕು ಹಿಂದುಳಿದ ವರ್ಗಗಳ ಕಲ್ಯಾಣಾಧಿಕಾರಿಗಳು ತಿಳಿಸಿದ್ದಾರೆ. xyxy=(332,1210,1113,1323)
story-body xyxy=(332,1207,1113,1374)
exhibition-photo xyxy=(1107,1410,1508,1652)
story-body xyxy=(10,174,309,821)
water-story xyxy=(1130,613,1521,1374)
headline: ತಂತ್ರಜ್ಞಾನ ಬಳಸಿಕೊಂಡು ಗ್ರಂಥಾಲಯದಲ್ಲಿ ಗಿಡ ನೆಟ್ಟ ಟಾರ್ಗೆಟ್ ಯುವ ವೇದಿಕೆ xyxy=(159,1844,1368,1901)
library-photo-illustration xyxy=(317,1944,916,2309)
story-body xyxy=(1130,707,1521,1189)
column-rule xyxy=(1086,1388,1088,1788)
story-body xyxy=(341,375,856,599)
paper-name-part2: ಮುಗಿಲು xyxy=(195,8,295,49)
photo-caption: ದಾರಿಗಳನ್ನು ಹೊಂಡಿಸಿಕೊಳ್ಳುತ್ತಿರುವ ಅಮೃತವಾದ ಕೆಲಸವಾಗಿದೆ. xyxy=(317,2318,549,2331)
honour-story xyxy=(332,104,866,602)
deadline-story xyxy=(332,1144,1113,1379)
birthday-banner: HAPPY BIRTHDAY xyxy=(649,1411,791,1428)
birthday-photo xyxy=(341,1397,1070,1720)
